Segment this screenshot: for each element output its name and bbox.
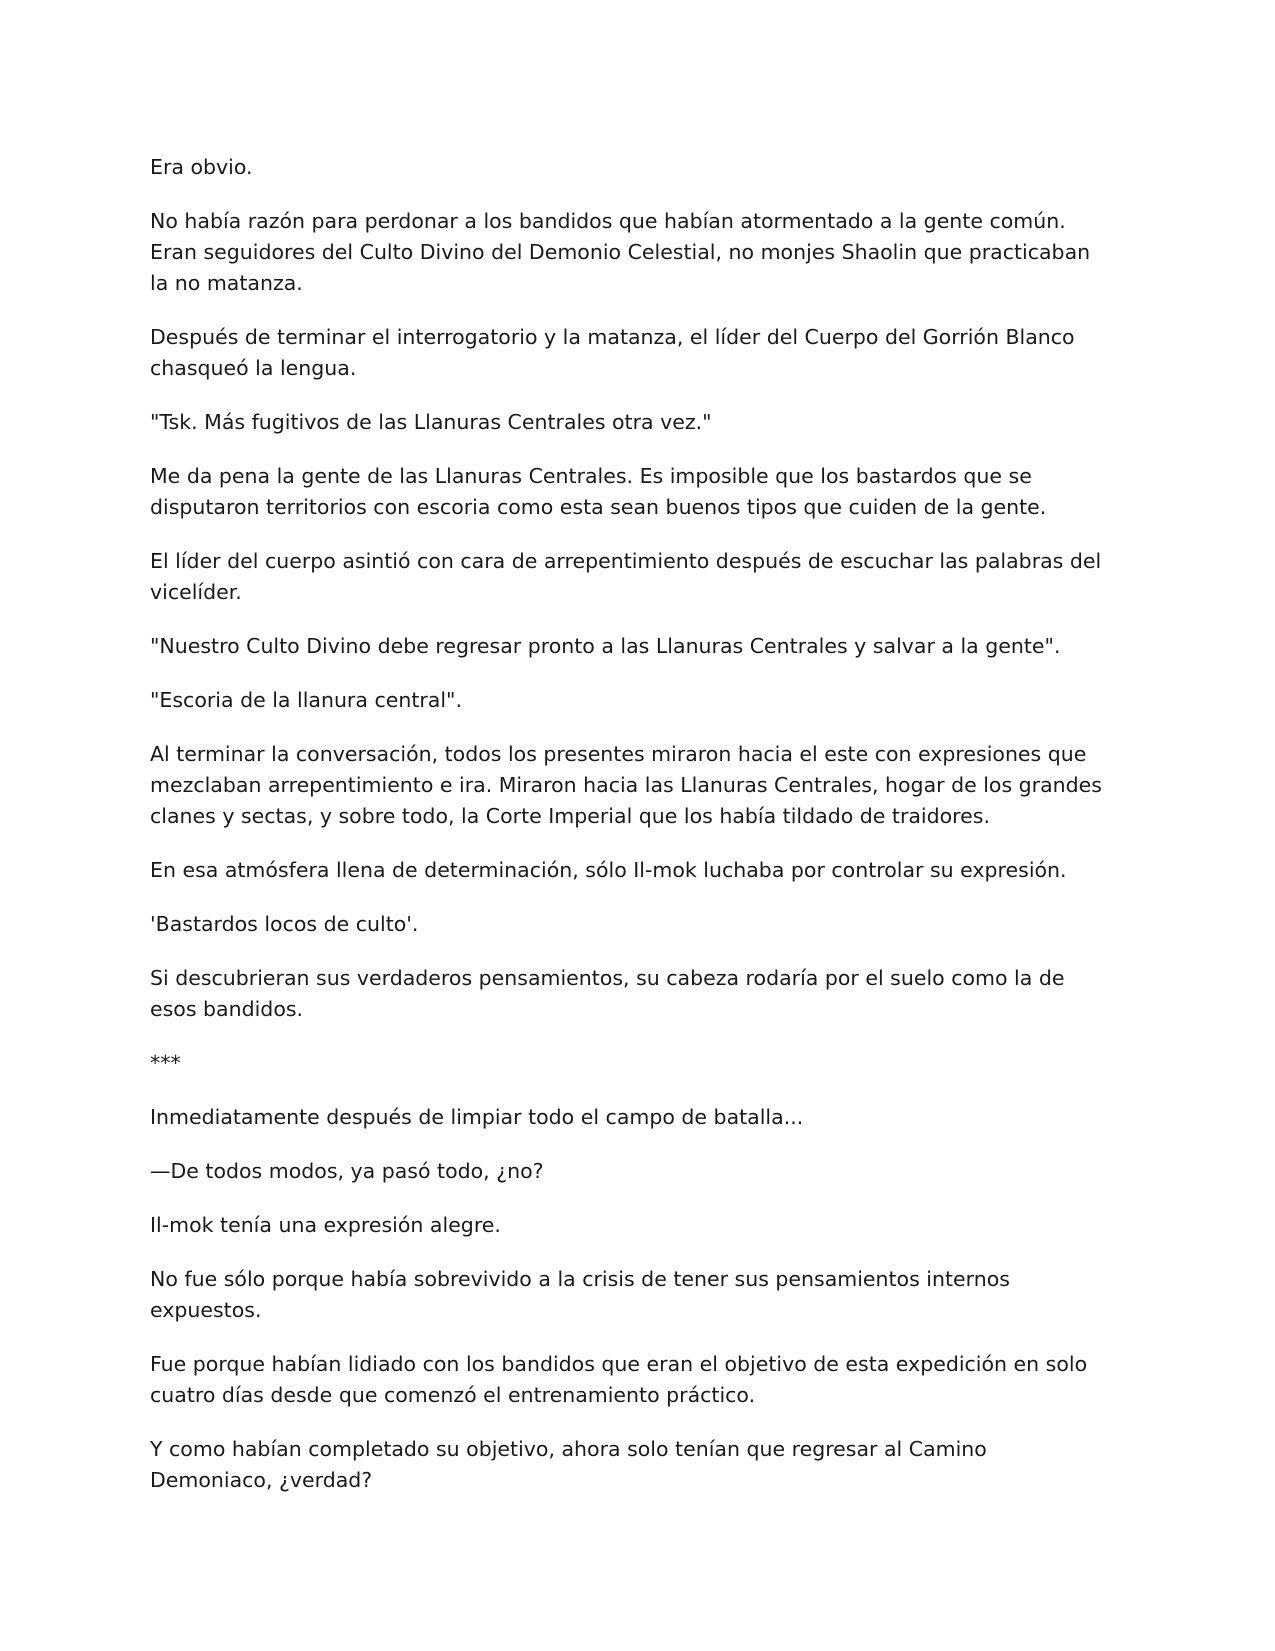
paragraph: Después de terminar el interrogatorio y la matanza, el líder del Cuerpo del Gorrión Blanco chasqueó la lengua. [150,325,1075,380]
paragraph: No había razón para perdonar a los bandidos que habían atormentado a la gente común. Eran seguidores del Culto Divino del Demonio Celestial, no monjes Shaolin que practicaban la no matanza. [150,209,1091,295]
paragraph: No fue sólo porque había sobrevivido a la crisis de tener sus pensamientos internos expuestos. [150,1267,1010,1322]
paragraph: Il-mok tenía una expresión alegre. [150,1213,501,1237]
paragraph: "Escoria de la llanura central". [150,688,462,712]
paragraph: "Tsk. Más fugitivos de las Llanuras Centrales otra vez." [150,410,712,434]
paragraph: Y como habían completado su objetivo, ahora solo tenían que regresar al Camino Demoniaco, ¿verdad? [150,1437,987,1492]
paragraph: —De todos modos, ya pasó todo, ¿no? [150,1159,544,1183]
paragraph: Si descubrieran sus verdaderos pensamientos, su cabeza rodaría por el suelo como la de esos bandidos. [150,966,1065,1021]
paragraph: Al terminar la conversación, todos los presentes miraron hacia el este con expresiones que mezclaban arrepentimiento e ira. Miraron hacia las Llanuras Centrales, hogar de los grandes clanes y sectas, y sobre todo, la Corte Imperial que los había tildado de traidores. [150,742,1102,828]
paragraph: "Nuestro Culto Divino debe regresar pronto a las Llanuras Centrales y salvar a la gente". [150,634,1061,658]
paragraph: En esa atmósfera llena de determinación, sólo Il-mok luchaba por controlar su expresión. [150,858,1067,882]
paragraph: Inmediatamente después de limpiar todo el campo de batalla... [150,1105,804,1129]
paragraph: El líder del cuerpo asintió con cara de arrepentimiento después de escuchar las palabras del vicelíder. [150,549,1102,604]
paragraph: Me da pena la gente de las Llanuras Centrales. Es imposible que los bastardos que se disputaron territorios con escoria como esta sean buenos tipos que cuiden de la gente. [150,464,1047,519]
paragraph: Fue porque habían lidiado con los bandidos que eran el objetivo de esta expedición en solo cuatro días desde que comenzó el entrenamiento práctico. [150,1352,1088,1407]
paragraph: Era obvio. [150,155,253,179]
paragraph: 'Bastardos locos de culto'. [150,912,419,936]
scene-break: *** [150,1051,181,1075]
document-body [150,152,1110,1519]
